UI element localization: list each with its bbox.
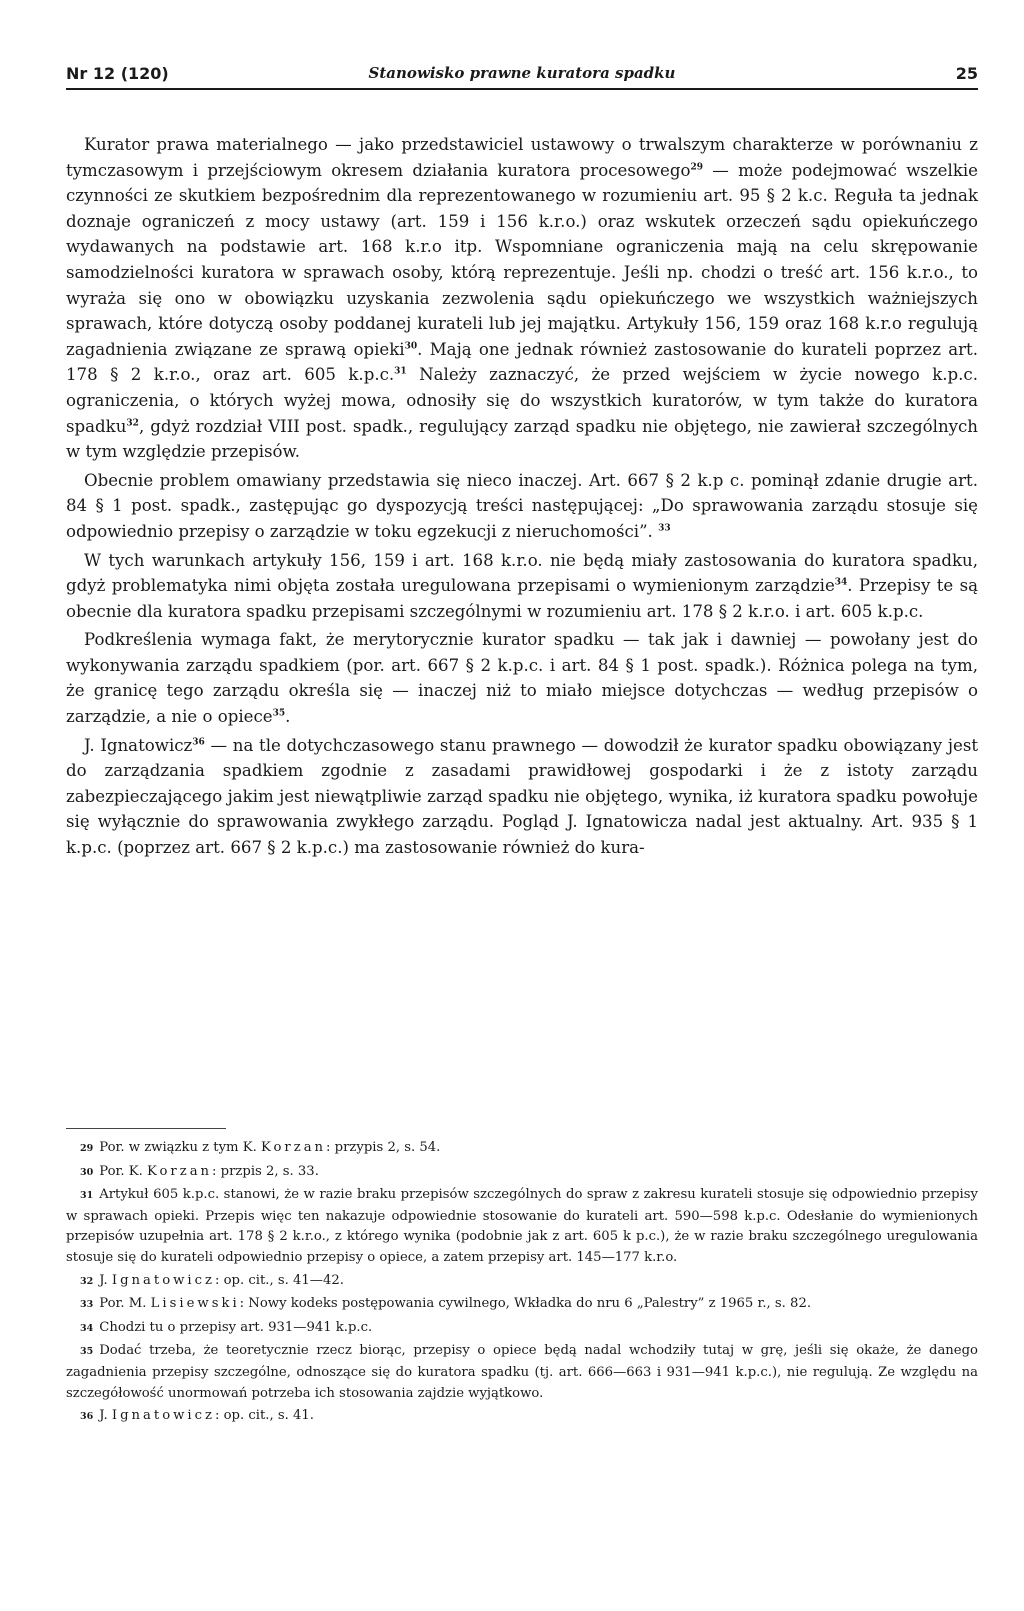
footnote-number: 32 [80,1275,94,1287]
paragraph-3 [66,548,978,625]
footnote-30 [66,1162,978,1184]
text-run: W tych warunkach artykuły 156, 159 i art. 168 k.r.o. nie będą miały zastosowania do kuratora spadku, gdyż problematyka nimi objęta została uregulowana przepisami o wymienionym zarządzie [66,550,978,596]
footnote-ref-34[interactable]: 34 [834,577,848,588]
footnote-ref-32[interactable]: 32 [126,418,139,428]
footnote-29 [66,1138,978,1160]
footnote-ref-31[interactable]: 31 [394,366,407,377]
footnote-36 [66,1406,978,1428]
text-run: Dodać trzeba, że teoretycznie rzecz biorąc, przepisy o opiece będą nadal wchodziły tutaj w grę, jeśli się okaże, że danego zagadnienia przepisy szczególne, odnoszące się do kuratora spadku (tj. art. 666—663 i 931—941 k.p.c.), nie regulują. Ze względu na szczegółowość unormowań potrzeba ich stosowania zajdzie wyjątkowo. [66,1343,978,1401]
text-run: : op. cit., s. 41. [214,1408,314,1424]
text-run: J. Ignatowicz [84,735,193,755]
footnote-32 [66,1271,978,1293]
footnote-number: 31 [80,1190,94,1202]
text-run: Należy zaznaczyć, że przed wejściem w życie nowego k.p.c. ograniczenia, o których wyżej mowa, odnosiły się do wszystkich kuratorów, w tym także do kuratora spadku [66,365,978,436]
author-name: Korzan [261,1140,327,1155]
text-run: — może podejmować wszelkie czynności ze skutkiem bezpośrednim dla reprezentowanego w rozumieniu art. 95 § 2 k.c. Reguła ta jednak doznaje ograniczeń z mocy ustawy (art. 159 i 156 k.r.o.) oraz wskutek orzeczeń sądu opiekuńczego wydawanych na podstawie art. 168 k.r.o itp. Wspomniane ograniczenia mają na celu skrępowanie samodzielności kuratora w sprawach osoby, którą reprezentuje. Jeśli np. chodzi o treść art. 156 k.r.o., to wyraża się ono w obowiązku uzyskania zezwolenia sądu opiekuńczego we wszystkich ważniejszych sprawach, które dotyczą osoby poddanej kurateli lub jej majątku. Artykuły 156, 159 oraz 168 k.r.o regulują zagadnienia związane ze sprawą opieki [66,160,978,359]
text-run: J. [99,1408,112,1424]
footnote-33 [66,1294,978,1316]
footnote-number: 35 [80,1346,94,1358]
text-run: , gdyż rozdział VIII post. spadk., regulujący zarząd spadku nie objętego, nie zawierał szczególnych w tym względzie przepisów. [66,416,978,462]
author-name: Korzan [147,1163,213,1179]
footnotes-section [66,1138,978,1430]
text-run: Por. K. [99,1163,147,1179]
text-run: . [285,707,291,727]
text-run: : przypis 2, s. 54. [326,1140,441,1155]
author-name: Ignatowicz [111,1408,215,1424]
page-header [66,58,978,90]
text-run: Por. M. [99,1296,151,1312]
text-run: Chodzi tu o przepisy art. 931—941 k.p.c. [99,1319,373,1335]
text-run: Podkreślenia wymaga fakt, że merytorycznie kurator spadku — tak jak i dawniej — powołany jest do wykonywania zarządu spadkiem (por. art. 667 § 2 k.p.c. i art. 84 § 1 post. spadk.). Różnica polega na tym, że granicę tego zarządu określa się — inaczej niż to miało miejsce dotychczas — według przepisów o zarządzie, a nie o opiece [66,630,978,727]
text-run: Kurator prawa materialnego — jako przedstawiciel ustawowy o trwalszym charakterze w porównaniu z tymczasowym i przejściowym okresem działania kuratora procesowego [66,135,978,180]
text-run: — na tle dotychczasowego stanu prawnego — dowodził że kurator spadku obowiązany jest do zarządzania spadkiem zgodnie z zasadami prawidłowej gospodarki i że z istoty zarządu zabezpieczającego jakim jest niewątpliwie zarząd spadku nie objętego, wynika, iż kuratora spadku powołuje się wyłącznie do sprawowania zwykłego zarządu. Pogląd J. Ignatowicza nadal jest aktualny. Art. 935 § 1 k.p.c. (poprzez art. 667 § 2 k.p.c.) ma zastosowanie również do kura- [66,735,978,858]
footnote-number: 29 [80,1143,94,1154]
paragraph-2 [66,468,978,545]
author-name: Ignatowicz [111,1272,215,1288]
footnote-separator [66,1128,226,1129]
text-run: . Przepisy te są obecnie dla kuratora spadku przepisami szczególnymi w rozumieniu art. 178 § 2 k.r.o. i art. 605 k.p.c. [66,576,978,621]
text-run: : przpis 2, s. 33. [212,1163,319,1179]
running-title: Stanowisko prawne kuratora spadku [368,64,676,82]
text-run: J. [99,1272,112,1288]
paragraph-5 [66,733,978,861]
page-number: 25 [955,64,978,83]
text-run: Por. w związku z tym K. [99,1140,261,1155]
footnote-ref-36[interactable]: 36 [192,737,205,748]
footnote-number: 33 [80,1299,94,1311]
footnote-ref-29[interactable]: 29 [690,162,704,173]
footnote-31 [66,1185,978,1268]
footnote-34 [66,1318,978,1340]
footnote-ref-35[interactable]: 35 [272,708,286,719]
paragraph-1 [66,132,978,465]
text-run: : op. cit., s. 41—42. [214,1272,344,1288]
footnote-ref-30[interactable]: 30 [404,341,418,352]
text-run: Obecnie problem omawiany przedstawia się nieco inaczej. Art. 667 § 2 k.p c. pominął zdanie drugie art. 84 § 1 post. spadk., zastępując go dyspozycją treści następującej: „Do sprawowania zarządu stosuje się odpowiednio przepisy o zarządzie w toku egzekucji z nieruchomości”. [66,470,978,541]
footnote-number: 34 [80,1322,94,1334]
paragraph-4 [66,627,978,729]
footnote-number: 30 [80,1166,94,1178]
text-run: Artykuł 605 k.p.c. stanowi, że w razie braku przepisów szczególnych do spraw z zakresu kurateli stosuje się odpowiednio przepisy w sprawach opieki. Przepis więc ten nakazuje odpowiednie stosowanie do kurateli art. 590—598 k.p.c. Odesłanie do wymienionych przepisów uzupełnia art. 178 § 2 k.r.o., z którego wynika (podobnie jak z art. 605 k p.c.), że w razie braku szczególnego uregulowania stosuje się do kurateli odpowiednio przepisy o opiece, a zatem przepisy art. 145—177 k.r.o. [66,1187,978,1265]
footnote-ref-33[interactable]: 33 [658,523,671,534]
author-name: Lisiewski [150,1296,240,1312]
footnote-number: 36 [80,1411,94,1423]
footnote-35 [66,1341,978,1404]
text-run: : Nowy kodeks postępowania cywilnego, Wkładka do nru 6 „Palestry” z 1965 r., s. 82. [239,1296,812,1312]
main-text [66,132,978,864]
issue-number: Nr 12 (120) [66,64,169,83]
text-run: . Mają one jednak również zastosowanie do kurateli poprzez art. 178 § 2 k.r.o., oraz art. 605 k.p.c. [66,339,978,385]
